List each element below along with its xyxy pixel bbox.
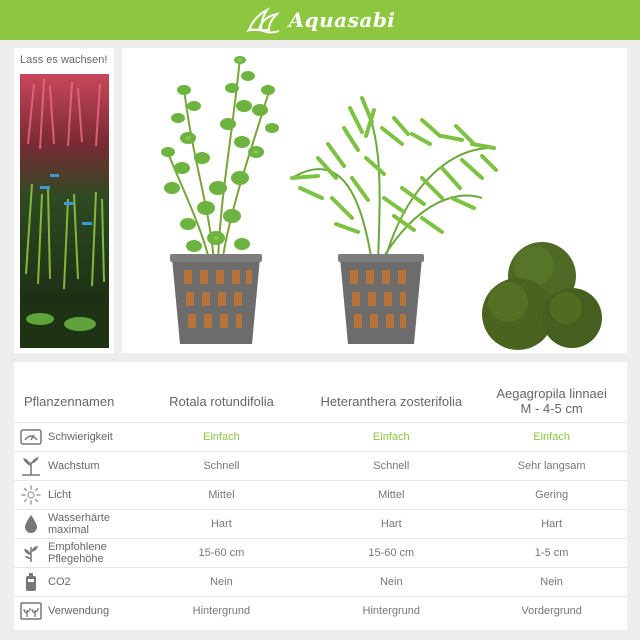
height-value-1: 15-60 cm bbox=[198, 547, 245, 559]
co2-value-2: Nein bbox=[379, 576, 403, 588]
growth-value-3: Sehr langsam bbox=[517, 460, 586, 472]
difficulty-icon bbox=[20, 427, 42, 447]
light-value-2: Mittel bbox=[378, 489, 405, 501]
water-drop-icon bbox=[20, 514, 42, 534]
row-label-usage: Verwendung bbox=[48, 605, 110, 617]
aquarium-photo bbox=[20, 74, 109, 348]
row-label-height: Empfohlene Pflegehöhe bbox=[48, 541, 107, 565]
light-value-3: Gering bbox=[535, 489, 569, 501]
moss-balls-image bbox=[482, 242, 602, 350]
usage-value-2: Hintergrund bbox=[362, 605, 421, 617]
light-value-1: Mittel bbox=[208, 489, 235, 501]
row-label-water-hardness: Wasserhärte maximal bbox=[48, 512, 110, 536]
plant-names-header: Pflanzennamen bbox=[24, 393, 115, 409]
light-icon bbox=[20, 485, 42, 505]
plant-3-header bbox=[476, 386, 627, 416]
table-row bbox=[14, 480, 627, 509]
growth-icon bbox=[20, 456, 42, 476]
growth-value-2: Schnell bbox=[373, 460, 410, 472]
height-value-2: 15-60 cm bbox=[368, 547, 415, 559]
table-row bbox=[14, 567, 627, 596]
difficulty-value-2: Einfach bbox=[372, 431, 410, 443]
hardness-value-3: Hart bbox=[541, 518, 562, 530]
brand-name: Aquasabi bbox=[288, 8, 396, 32]
brand-header bbox=[0, 0, 640, 40]
usage-value-3: Vordergrund bbox=[521, 605, 582, 617]
side-panel bbox=[14, 48, 114, 353]
usage-value-1: Hintergrund bbox=[192, 605, 251, 617]
table-row bbox=[14, 451, 627, 480]
table-row bbox=[14, 596, 627, 625]
growth-value-1: Schnell bbox=[203, 460, 240, 472]
table-row bbox=[14, 422, 627, 451]
comparison-table bbox=[14, 362, 627, 630]
table-row bbox=[14, 509, 627, 538]
heteranthera-plant-image bbox=[292, 98, 496, 344]
co2-value-1: Nein bbox=[210, 576, 233, 588]
difficulty-value-3: Einfach bbox=[533, 431, 570, 443]
height-value-3: 1-5 cm bbox=[534, 547, 569, 559]
rotala-plant-image bbox=[161, 56, 279, 344]
plant-3-subtitle: M - 4-5 cm bbox=[520, 401, 583, 416]
co2-icon bbox=[20, 572, 42, 592]
product-images bbox=[122, 48, 627, 353]
row-label-difficulty: Schwierigkeit bbox=[48, 431, 113, 443]
row-label-growth: Wachstum bbox=[48, 460, 100, 472]
height-icon bbox=[20, 543, 42, 563]
plant-2-name: Heteranthera zosterifolia bbox=[320, 393, 463, 409]
side-caption: Lass es wachsen! bbox=[20, 54, 108, 66]
usage-icon bbox=[20, 601, 42, 621]
plant-3-name: Aegagropila linnaei bbox=[496, 386, 607, 401]
difficulty-value-1: Einfach bbox=[203, 431, 240, 443]
logo-icon bbox=[245, 6, 281, 34]
co2-value-3: Nein bbox=[540, 576, 563, 588]
row-label-light: Licht bbox=[48, 489, 72, 501]
plant-1-name: Rotala rotundifolia bbox=[169, 393, 274, 409]
table-row bbox=[14, 538, 627, 567]
row-label-co2: CO2 bbox=[48, 576, 71, 588]
hardness-value-2: Hart bbox=[380, 518, 402, 530]
hardness-value-1: Hart bbox=[210, 518, 232, 530]
table-header-row bbox=[14, 380, 627, 422]
